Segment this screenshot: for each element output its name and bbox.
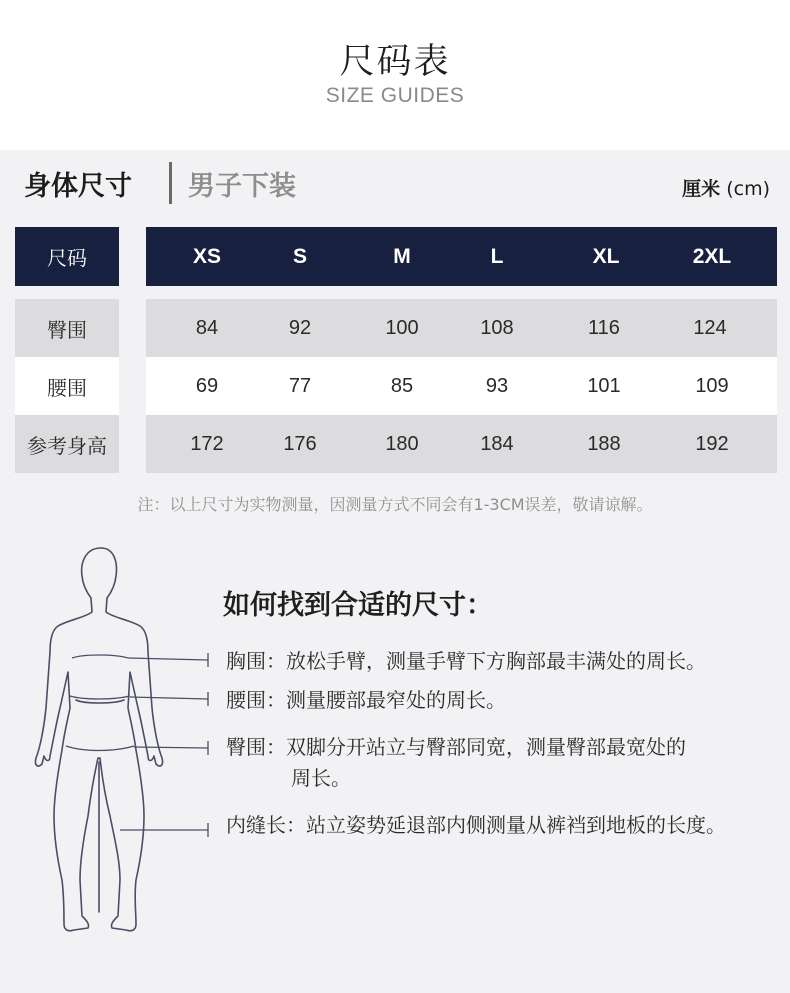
row-label: 腰围 [47, 375, 87, 400]
row-label-cell [15, 357, 119, 415]
table-cell: 172 [190, 432, 224, 455]
instruction-key: 胸围： [226, 649, 286, 673]
howto-title: 如何找到合适的尺寸： [223, 590, 493, 621]
size-header-row [146, 227, 777, 286]
table-cell: 93 [485, 374, 509, 397]
table-cell: 101 [587, 374, 621, 397]
table-cell: 109 [695, 374, 729, 397]
table-cell: 192 [695, 432, 729, 455]
table-cell: 100 [385, 316, 419, 339]
size-header: L [490, 244, 504, 268]
table-cell: 176 [283, 432, 317, 455]
table-corner-cell [15, 227, 119, 286]
size-header: XS [192, 244, 221, 268]
table-cell: 188 [587, 432, 621, 455]
table-cell: 92 [288, 316, 312, 339]
table-cell: 69 [195, 374, 219, 397]
tab-body-size[interactable]: 身体尺寸 [24, 171, 132, 202]
size-header: XL [592, 244, 620, 268]
tab-mens-bottoms[interactable]: 男子下装 [188, 171, 296, 202]
unit-bold: 厘米 [682, 178, 721, 200]
row-label-cell [15, 415, 119, 473]
instruction-text: 双脚分开站立与臀部同宽，测量臀部最宽处的 [286, 735, 686, 759]
instruction-key: 内缝长： [226, 813, 306, 837]
instruction-text: 放松手臂，测量手臂下方胸部最丰满处的周长。 [286, 649, 706, 673]
section-header [0, 160, 790, 210]
size-header: M [393, 244, 411, 268]
instruction-key: 臀围： [226, 735, 286, 759]
tab-divider [169, 162, 172, 204]
page-title: 尺码表 [339, 42, 451, 82]
page-header [0, 0, 790, 150]
corner-label: 尺码 [47, 246, 87, 270]
instruction-waist [226, 685, 506, 716]
instruction-chest [226, 646, 706, 677]
table-cell: 116 [588, 316, 620, 339]
table-row [146, 415, 777, 473]
table-cell: 77 [288, 374, 312, 397]
table-cell: 85 [390, 374, 414, 397]
page-subtitle: SIZE GUIDES [325, 84, 465, 107]
table-cell: 84 [195, 316, 219, 339]
row-label: 参考身高 [27, 433, 107, 458]
instruction-hip [226, 732, 756, 794]
table-cell: 108 [480, 316, 514, 339]
table-row [146, 357, 777, 415]
body-figure-illustration [28, 540, 218, 940]
instruction-text: 站立姿势延退部内侧测量从裤裆到地板的长度。 [306, 813, 726, 837]
measurement-note: 注：以上尺寸为实物测量，因测量方式不同会有1-3CM误差，敬请谅解。 [137, 495, 653, 514]
instruction-inseam [226, 810, 726, 841]
instruction-text-continued: 周长。 [291, 766, 351, 790]
size-header: S [292, 244, 307, 268]
table-row [146, 299, 777, 357]
table-cell: 124 [693, 316, 727, 339]
instruction-key: 腰围： [226, 688, 286, 712]
table-cell: 184 [480, 432, 514, 455]
row-label-cell [15, 299, 119, 357]
unit-label [682, 174, 770, 201]
table-cell: 180 [385, 432, 419, 455]
instruction-text: 测量腰部最窄处的周长。 [286, 688, 506, 712]
size-header: 2XL [692, 244, 732, 268]
unit-normal: (cm) [720, 178, 770, 200]
row-label: 臀围 [47, 317, 87, 342]
